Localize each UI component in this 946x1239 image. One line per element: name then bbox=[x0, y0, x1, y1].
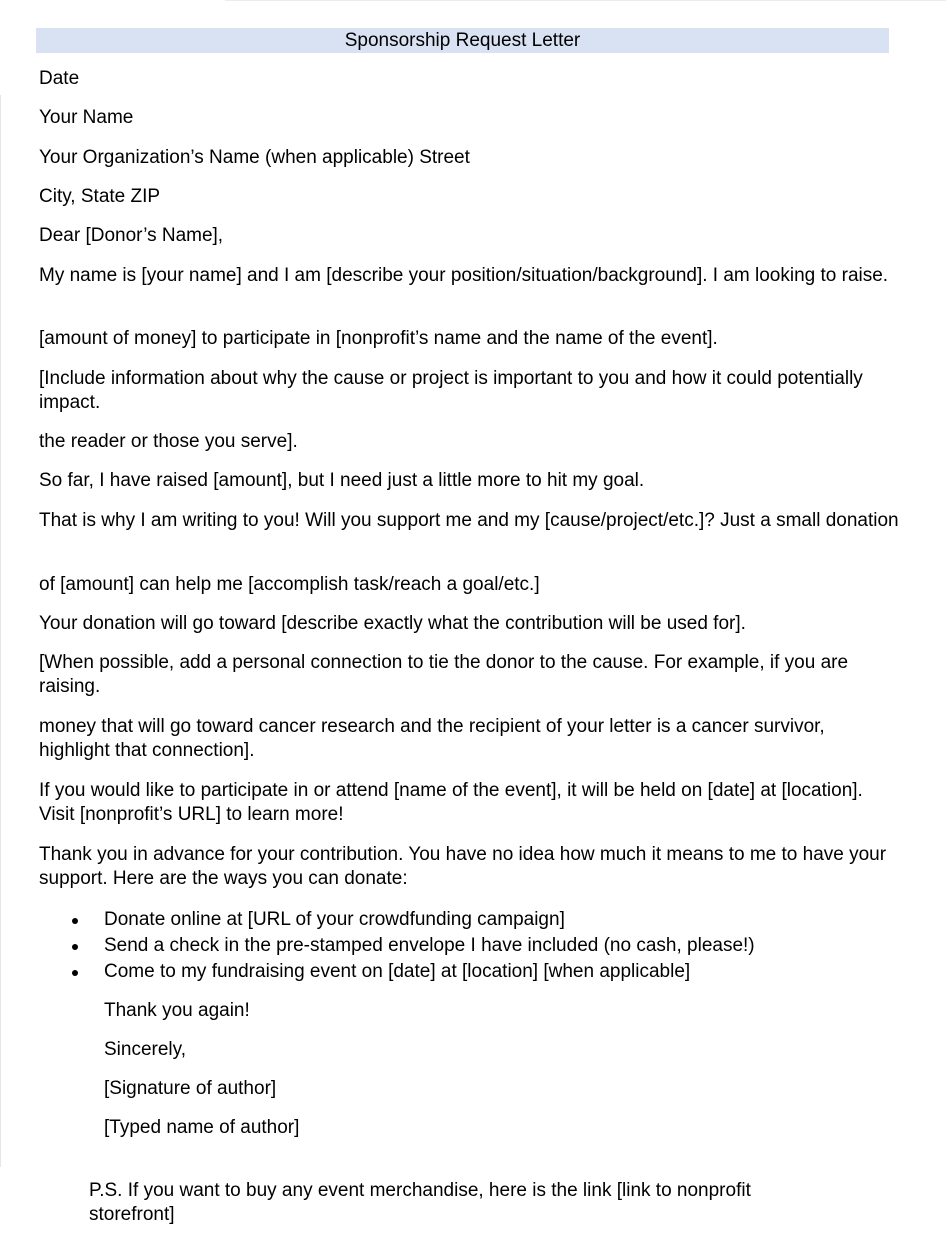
progress-paragraph: So far, I have raised [amount], but I need just a little more to hit my goal. bbox=[39, 470, 645, 491]
goal-paragraph: of [amount] can help me [accomplish task/reach a goal/etc.] bbox=[39, 574, 540, 595]
page-left-rule bbox=[0, 95, 1, 1167]
list-item bbox=[0, 934, 946, 960]
intro-paragraph: My name is [your name] and I am [describe your position/situation/background]. I am looking to raise. bbox=[39, 265, 889, 286]
reader-impact-paragraph: the reader or those you serve]. bbox=[39, 431, 298, 452]
amount-paragraph: [amount of money] to participate in [nonprofit’s name and the name of the event]. bbox=[39, 328, 718, 349]
connection-paragraph: [When possible, add a personal connection to tie the donor to the cause. For example, if you are raising. bbox=[39, 652, 849, 697]
list-item bbox=[0, 960, 946, 986]
thanks-paragraph: Thank you in advance for your contribution. You have no idea how much it means to me to have your support. Here are the ways you can donate: bbox=[39, 844, 887, 889]
signature-placeholder: [Signature of author] bbox=[104, 1078, 277, 1099]
typed-name-placeholder: [Typed name of author] bbox=[104, 1117, 300, 1138]
request-paragraph: That is why I am writing to you! Will you support me and my [cause/project/etc.]? Just a small donation bbox=[39, 510, 899, 531]
bullet-icon bbox=[72, 944, 78, 950]
sender-name-line: Your Name bbox=[39, 107, 134, 128]
document-title: Sponsorship Request Letter bbox=[36, 28, 889, 53]
donation-method-online: Donate online at [URL of your crowdfunding campaign] bbox=[104, 909, 565, 930]
bullet-icon bbox=[72, 918, 78, 924]
donation-method-check: Send a check in the pre-stamped envelope I have included (no cash, please!) bbox=[104, 935, 755, 956]
list-item bbox=[0, 908, 946, 934]
page-top-rule bbox=[225, 0, 946, 1]
donation-method-event: Come to my fundraising event on [date] at [location] [when applicable] bbox=[104, 961, 691, 982]
salutation-line: Dear [Donor’s Name], bbox=[39, 225, 224, 246]
thanks-again: Thank you again! bbox=[104, 1000, 250, 1021]
date-line: Date bbox=[39, 68, 80, 89]
cause-info-paragraph: [Include information about why the cause or project is important to you and how it could potentially impact. bbox=[39, 368, 863, 413]
bullet-icon bbox=[72, 970, 78, 976]
event-paragraph: If you would like to participate in or attend [name of the event], it will be held on [date] at [location]. Visit [nonprofit’s URL] to learn more! bbox=[39, 780, 863, 825]
donation-methods-list bbox=[0, 908, 946, 986]
sign-off: Sincerely, bbox=[104, 1039, 187, 1060]
usage-paragraph: Your donation will go toward [describe exactly what the contribution will be used for]. bbox=[39, 613, 746, 634]
organization-street-line: Your Organization’s Name (when applicable) Street bbox=[39, 147, 470, 168]
postscript: P.S. If you want to buy any event merchandise, here is the link [link to nonprofit storefront] bbox=[89, 1180, 751, 1225]
city-state-zip-line: City, State ZIP bbox=[39, 186, 161, 207]
example-paragraph: money that will go toward cancer research and the recipient of your letter is a cancer survivor, highlight that connection]. bbox=[39, 716, 825, 761]
